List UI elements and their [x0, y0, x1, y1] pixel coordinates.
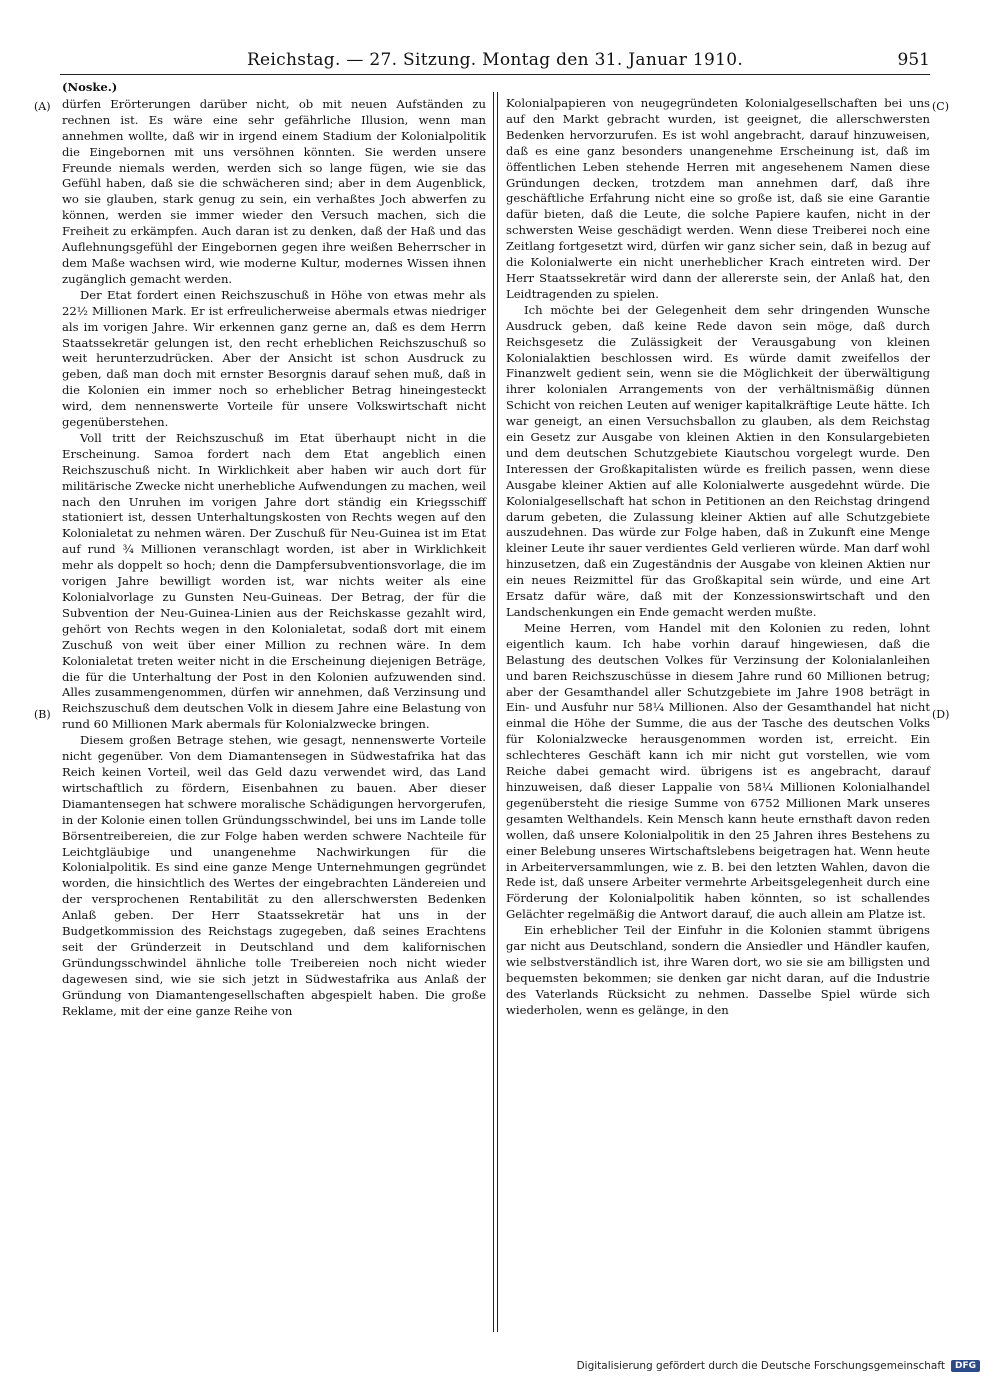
dfg-logo: DFG — [951, 1360, 980, 1372]
footer-credit — [577, 1360, 980, 1372]
right-column — [506, 96, 930, 1019]
column-divider — [497, 92, 498, 1332]
page-number: 951 — [897, 50, 930, 70]
margin-mark-a: (A) — [34, 100, 51, 113]
paragraph: Meine Herren, vom Handel mit den Kolonien zu reden, lohnt eigentlich kaum. Ich habe vorhin darauf hingewiesen, daß die Belastung des deutschen Volkes für Verzinsung der Kolonialanleihen und baren Reichszuschüsse in diesem Jahre rund 60 Millionen betrug; aber der Gesamthandel aller Schutzgebiete im Jahre 1908 beträgt in Ein- und Ausfuhr nur 58¼ Millionen. Also der Gesamthandel hat nicht einmal die Höhe der Summe, die aus der Tasche des deutschen Volks für Kolonialzwecke herausgenommen worden ist, erreicht. Ein schlechteres Geschäft kann ich mir nicht gut vorstellen, wie vom Reiche dabei gemacht wird. übrigens ist es angebracht, darauf hinzuweisen, daß dieser Lappalie von 58¼ Millionen Kolonialhandel gegenübersteht die riesige Summe von 6752 Millionen Mark unseres gesamten Welthandels. Kein Mensch kann heute ernsthaft davon reden wollen, daß unsere Kolonialpolitik in den 25 Jahren ihres Bestehens zu einer Belebung unseres Wirtschaftslebens beigetragen hat. Wenn heute in Arbeiterversammlungen, wie z. B. bei den letzten Wahlen, davon die Rede ist, daß unsere Arbeiter vermehrte Arbeitsgelegenheit durch eine Förderung der Kolonialpolitik haben könnten, so ist schallendes Gelächter regelmäßig die Antwort darauf, die auch allein am Platze ist. — [506, 620, 930, 922]
speaker-name: (Noske.) — [62, 80, 118, 94]
margin-mark-c: (C) — [932, 100, 949, 113]
footer-text: Digitalisierung gefördert durch die Deutsche Forschungsgemeinschaft — [576, 1360, 945, 1372]
paragraph: Diesem großen Betrage stehen, wie gesagt, nennenswerte Vorteile nicht gegenüber. Von dem Diamantensegen in Südwestafrika hat das Reich keinen Vorteil, weil das Geld dazu verwendet wird, das Land wirtschaftlich zu fördern, Eisenbahnen zu bauen. Aber dieser Diamantensegen hat schwere moralische Schädigungen hervorgerufen, in der Kolonie einen tollen Gründungsschwindel, bei uns im Lande tolle Börsentreibereien, die zur Folge haben werden schwere Nachteile für Leichtgläubige und unangenehme Nachwirkungen für die Kolonialpolitik. Es sind eine ganze Menge Unternehmungen gegründet worden, die hinsichtlich des Wertes der eingebrachten Ländereien und der versprochenen Rentabilität zu den allerschwersten Bedenken Anlaß geben. Der Herr Staatssekretär hat uns in der Budgetkommission des Reichstags zugegeben, daß seines Erachtens seit der Gründerzeit in Deutschland und dem kalifornischen Gründungsschwindel ähnliche tolle Treibereien noch nicht wieder dagewesen sind, wie sie sich jetzt in Südwestafrika aus Anlaß der Gründung von Diamantengesellschaften abgespielt haben. Die große Reklame, mit der eine ganze Reihe von — [62, 733, 486, 1018]
paragraph: Ich möchte bei der Gelegenheit dem sehr dringenden Wunsche Ausdruck geben, daß keine Rede davon sein möge, daß durch Reichsgesetz die Zulässigkeit der Verausgabung von kleinen Kolonialaktien beschlossen wird. Es würde damit zweifellos der Finanzwelt gedient sein, wenn sie die Möglichkeit der überwältigung ihrer kolonialen Arrangements von der verhältnismäßig dünnen Schicht von reichen Leuten auf weniger kapitalkräftige Leute hätte. Ich war geneigt, an einen Versuchsballon zu glauben, als dem Reichstag ein Gesetz zur Ausgabe von kleinen Aktien in den Konsulargebieten und dem deutschen Schutzgebiete Kiautschou vorgelegt wurde. Den Interessen der Großkapitalisten würde es freilich passen, wenn diese Ausgabe kleiner Aktien auf alle Kolonialwerte ausgedehnt würde. Die Kolonialgesellschaft hat schon in Petitionen an den Reichstag dringend darum gebeten, die Zulassung kleiner Aktien auf alle Schutzgebiete auszudehnen. Das würde zur Folge haben, daß in Zukunft eine Menge kleiner Leute ihr sauer verdientes Geld verlieren würde. Man darf wohl hinzusetzen, daß ein Zugeständnis der Ausgabe von kleinen Aktien nur ein neues Reizmittel für das Großkapital sein würde, und eine Art Ersatz dafür wäre, daß mit der Konzessionswirtschaft und den Landschenkungen ein Ende gemacht werden mußte. — [506, 302, 930, 619]
paragraph: Der Etat fordert einen Reichszuschuß in Höhe von etwas mehr als 22½ Millionen Mark. Er ist erfreulicherweise abermals etwas niedriger als im vorigen Jahre. Wir erkennen ganz gerne an, daß es dem Herrn Staatssekretär gelungen ist, den recht erheblichen Reichszuschuß so weit herunterzudrücken. Aber der Ansicht ist schon Ausdruck zu geben, daß man doch mit ernster Besorgnis darauf sehen muß, daß in die Kolonien ein immer noch so erheblicher Betrag hineingesteckt wird, dem nennenswerte Vorteile für unsere Volkswirtschaft nicht gegenüberstehen. — [62, 287, 486, 430]
running-title: Reichstag. — 27. Sitzung. Montag den 31. Januar 1910. — [246, 50, 744, 70]
margin-mark-b: (B) — [34, 708, 51, 721]
paragraph: dürfen Erörterungen darüber nicht, ob mit neuen Aufständen zu rechnen ist. Es wäre eine sehr gefährliche Illusion, wenn man annehmen wollte, daß wir in irgend einem Stadium der Kolonialpolitik die Eingebornen mit uns versöhnen könnten. Sie werden unsere Freunde niemals werden, werden sich so lange fügen, wie sie das Gefühl haben, daß sie die schwächeren sind; aber in dem Augenblick, wo sie glauben, stark genug zu sein, ein verhaßtes Joch abwerfen zu können, werden sie immer wieder den Versuch machen, sich die Freiheit zu erkämpfen. Auch daran ist zu denken, daß der Haß und das Auflehnungsgefühl der Eingebornen gegen ihre weißen Beherrscher in dem Maße wachsen wird, wie moderne Kultur, modernes Wissen ihnen zugänglich gemacht werden. — [62, 96, 486, 286]
left-column — [62, 80, 486, 1019]
paragraph: Voll tritt der Reichszuschuß im Etat überhaupt nicht in die Erscheinung. Samoa fordert nach dem Etat angeblich einen Reichszuschuß nicht. In Wirklichkeit aber haben wir auch dort für militärische Zwecke nicht unerhebliche Aufwendungen zu machen, weil nach den Unruhen im vorigen Jahre dort ständig ein Kriegsschiff stationiert ist, dessen Unterhaltungskosten von Rechts wegen auf den Kolonialetat zu nehmen wären. Der Zuschuß für Neu-Guinea ist im Etat auf rund ¾ Millionen veranschlagt worden, ist aber in Wirklichkeit mehr als doppelt so hoch; denn die Dampfersubventionsvorlage, die im vorigen Jahre bewilligt worden ist, war nichts weiter als eine Kolonialvorlage zu Gunsten Neu-Guineas. Der Betrag, der für die Subvention der Neu-Guinea-Linien aus der Reichskasse gezahlt wird, gehört von Rechts wegen in den Kolonialetat, sodaß dort mit einem Zuschuß von weit über einer Million zu rechnen wäre. In dem Kolonialetat treten weiter nicht in die Erscheinung diejenigen Beträge, die für die Unterhaltung der Post in den Kolonien aufzuwenden sind. Alles zusammengenommen, dürfen wir annehmen, daß Verzinsung und Reichszuschuß dem deutschen Volk in diesem Jahre eine Belastung von rund 60 Millionen Mark abermals für Kolonialzwecke bringen. — [62, 430, 486, 732]
margin-mark-d: (D) — [932, 708, 950, 721]
column-divider — [493, 92, 494, 1332]
paragraph: Ein erheblicher Teil der Einfuhr in die Kolonien stammt übrigens gar nicht aus Deutschland, sondern die Ansiedler und Händler kaufen, wie selbstverständlich ist, ihre Waren dort, wo sie sie am billigsten und bequemsten bekommen; sie denken gar nicht daran, auf die Industrie des Vaterlands Rücksicht zu nehmen. Dasselbe Spiel würde sich wiederholen, wenn es gelänge, in den — [506, 923, 930, 1017]
paragraph: Kolonialpapieren von neugegründeten Kolonialgesellschaften bei uns auf den Markt gebracht wurden, ist geeignet, die allerschwersten Bedenken hervorzurufen. Es ist wohl angebracht, darauf hinzuweisen, daß es eine ganz besonders unangenehme Erscheinung ist, daß im öffentlichen Leben stehende Herren mit angesehenem Namen diese Gründungen decken, trotzdem man annehmen darf, daß ihre geschäftliche Erfahrung nicht eine so große ist, daß sie eine Garantie dafür bieten, daß die Leute, die solche Papiere kaufen, nicht in der schwersten Weise geschädigt werden. Wenn diese Treiberei noch eine Zeitlang fortgesetzt wird, dürfen wir ganz sicher sein, daß in bezug auf die Kolonialwerte ein nicht unerheblicher Krach eintreten wird. Der Herr Staatssekretär wird dann der allererste sein, der Anlaß hat, den Leidtragenden zu spielen. — [506, 96, 930, 301]
page-header — [60, 48, 930, 75]
